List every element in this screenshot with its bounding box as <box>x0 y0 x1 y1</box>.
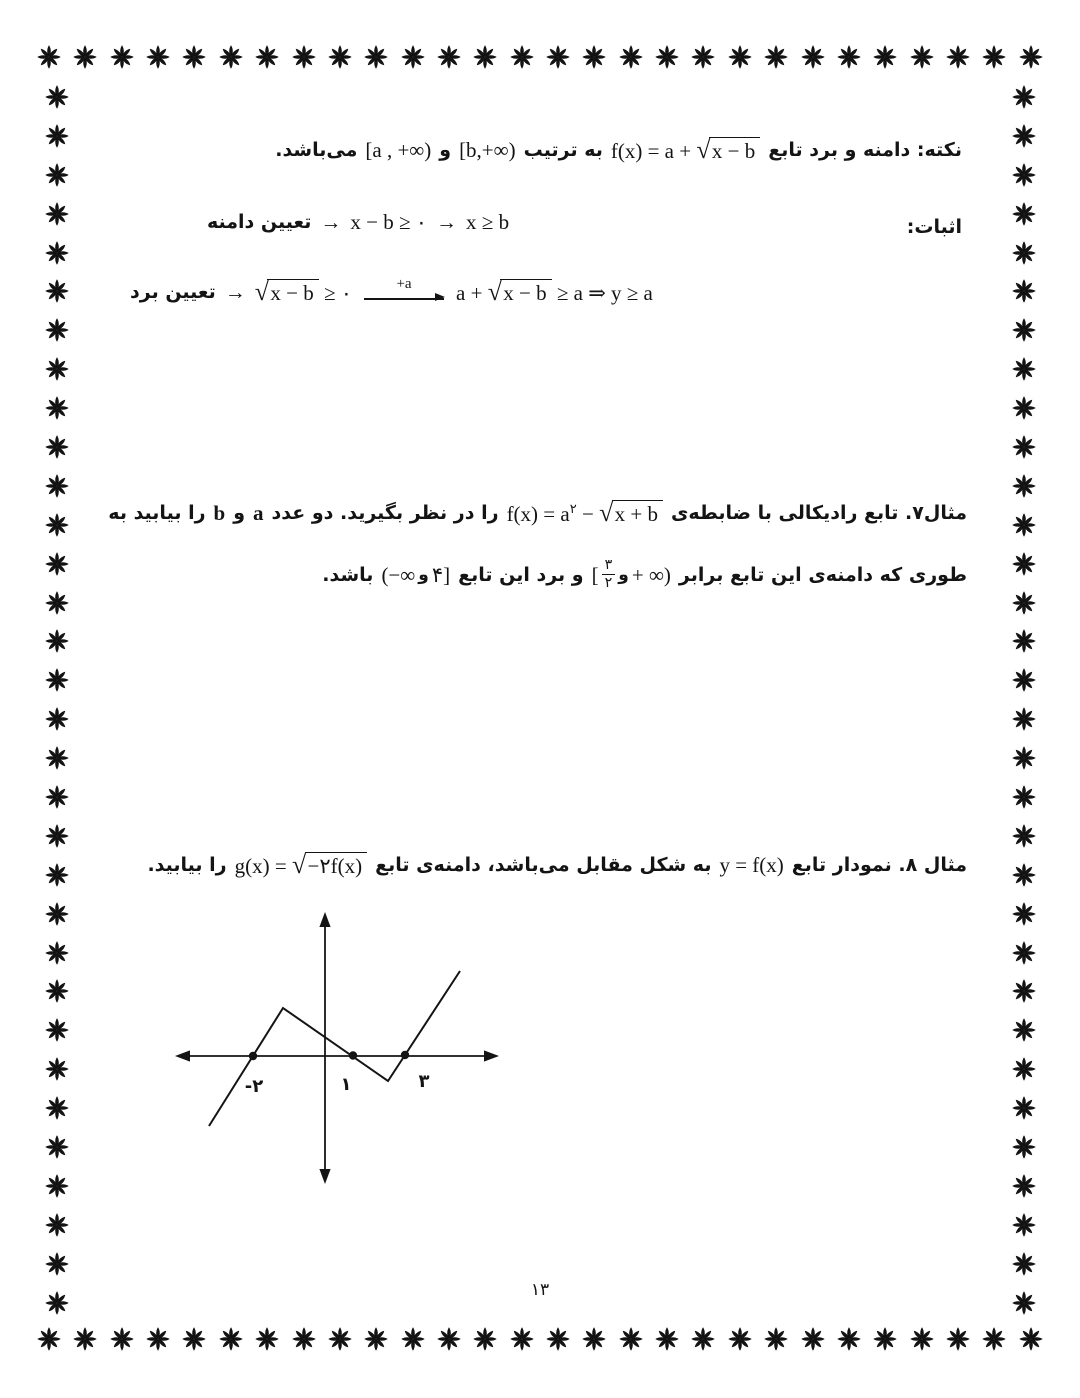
domain-caption: تعیین دامنه <box>207 211 312 233</box>
flower-border-glyph <box>727 44 753 70</box>
flower-border-glyph <box>44 551 70 577</box>
flower-border-glyph <box>44 84 70 110</box>
flower-border-glyph <box>872 44 898 70</box>
flower-border-glyph <box>618 1326 644 1352</box>
flower-border-glyph <box>44 1134 70 1160</box>
domain-step2: x ≥ b <box>466 210 510 235</box>
flower-border-glyph <box>218 44 244 70</box>
flower-border-glyph <box>1011 590 1037 616</box>
fraction-three-halves <box>602 558 616 591</box>
radicand: x − b <box>500 279 551 305</box>
range-interval-four <box>381 562 450 589</box>
flower-border-glyph <box>1011 978 1037 1004</box>
interval-open: (−∞ <box>381 562 416 587</box>
flower-border-glyph <box>44 590 70 616</box>
flower-border-glyph <box>400 44 426 70</box>
ex7-lead: مثال۷. تابع رادیکالی با ضابطه‌ی <box>670 502 967 524</box>
flower-border-glyph <box>581 44 607 70</box>
flower-border-glyph <box>800 1326 826 1352</box>
flower-border-glyph <box>36 44 62 70</box>
border-right <box>1011 84 1037 1316</box>
flower-border-glyph <box>1011 551 1037 577</box>
flower-border-glyph <box>1011 512 1037 538</box>
ex8-lead: مثال ۸. نمودار تابع <box>791 854 967 876</box>
flower-border-glyph <box>44 512 70 538</box>
flower-border-glyph <box>44 745 70 771</box>
flower-border-glyph <box>109 44 135 70</box>
minus-sign: − <box>581 501 594 526</box>
y-axis-top-arrow-icon <box>319 912 330 927</box>
range-step2-tail: ≥ a ⇒ y ≥ a <box>556 280 653 305</box>
note-line <box>275 136 962 165</box>
range-caption: تعیین برد <box>130 281 216 304</box>
flower-border-glyph <box>581 1326 607 1352</box>
flower-border-glyph <box>400 1326 426 1352</box>
flower-border-glyph <box>44 278 70 304</box>
flower-border-glyph <box>44 901 70 927</box>
ex7-mid: را در نظر بگیرید. دو عدد <box>271 502 499 524</box>
flower-border-glyph <box>291 44 317 70</box>
flower-border-glyph <box>981 1326 1007 1352</box>
flower-border-glyph <box>545 44 571 70</box>
radical-sign: √ <box>487 276 502 306</box>
flower-border-glyph <box>36 1326 62 1352</box>
flower-border-glyph <box>836 1326 862 1352</box>
flower-border-glyph <box>1011 201 1037 227</box>
ex7b-tail: باشد. <box>322 563 374 586</box>
flower-border-glyph <box>509 44 535 70</box>
ex8-feq: y = f(x) <box>719 853 784 878</box>
note-formula <box>610 134 760 165</box>
flower-border-glyph <box>44 1212 70 1238</box>
border-left <box>44 84 70 1316</box>
flower-border-glyph <box>44 201 70 227</box>
flower-border-glyph <box>981 44 1007 70</box>
g-head: g(x) = <box>234 853 287 878</box>
x-tick-label-3: ۳ <box>418 1071 430 1092</box>
flower-border-glyph <box>1011 1251 1037 1277</box>
range-interval: [a , +∞) <box>365 138 432 163</box>
flower-border-glyph <box>1011 123 1037 149</box>
border-bottom <box>36 1326 1044 1352</box>
flower-border-glyph <box>254 1326 280 1352</box>
flower-border-glyph <box>1011 317 1037 343</box>
flower-border-glyph <box>1011 473 1037 499</box>
fraction-denominator: ۲ <box>604 574 613 591</box>
proof-domain-line <box>207 208 509 237</box>
labeled-long-arrow <box>364 277 444 309</box>
example7-line1 <box>108 499 967 528</box>
flower-border-glyph <box>1011 84 1037 110</box>
flower-border-glyph <box>1011 1056 1037 1082</box>
flower-border-glyph <box>145 44 171 70</box>
proof-label: اثبات: <box>906 216 962 238</box>
interval-conj: و <box>418 565 429 586</box>
ex8-tail: را بیابید. <box>147 854 227 876</box>
flower-border-glyph <box>44 978 70 1004</box>
range-step2 <box>456 276 653 307</box>
radical <box>254 276 319 306</box>
flower-border-glyph <box>1011 745 1037 771</box>
flower-border-glyph <box>1011 356 1037 382</box>
flower-border-glyph <box>44 940 70 966</box>
flower-border-glyph <box>1018 44 1044 70</box>
x-axis-left-arrow-icon <box>175 1050 190 1061</box>
flower-border-glyph <box>44 356 70 382</box>
flower-border-glyph <box>181 44 207 70</box>
intercept-dot-3 <box>401 1051 409 1059</box>
note-lead: نکته: دامنه و برد تابع <box>768 139 962 161</box>
radical-sign: √ <box>599 497 614 527</box>
radicand: x − b <box>709 137 760 163</box>
flower-border-glyph <box>291 1326 317 1352</box>
range-step1-tail: ≥ ۰ <box>323 280 353 305</box>
x-tick-label-minus2: -۲ <box>244 1076 264 1097</box>
flower-border-glyph <box>44 628 70 654</box>
flower-border-glyph <box>44 162 70 188</box>
note-conj: و <box>439 139 452 161</box>
ex7-conj: و <box>233 502 246 524</box>
flower-border-glyph <box>763 1326 789 1352</box>
flower-border-glyph <box>44 1173 70 1199</box>
ex7b-lead: طوری که دامنه‌ی این تابع برابر <box>678 563 967 586</box>
flower-border-glyph <box>44 1251 70 1277</box>
arrow-right: → <box>320 210 342 235</box>
formula-lhs: f(x) = a + <box>610 138 692 163</box>
flower-border-glyph <box>1011 784 1037 810</box>
flower-border-glyph <box>44 434 70 460</box>
long-right-arrow-icon <box>364 298 444 300</box>
flower-border-glyph <box>44 395 70 421</box>
flower-border-glyph <box>1011 278 1037 304</box>
flower-border-glyph <box>1011 162 1037 188</box>
bracket-open: [ <box>591 562 599 587</box>
flower-border-glyph <box>436 44 462 70</box>
long-arrow-label: +a <box>396 276 412 292</box>
flower-border-glyph <box>44 823 70 849</box>
flower-border-glyph <box>109 1326 135 1352</box>
radical <box>599 497 663 527</box>
flower-border-glyph <box>690 1326 716 1352</box>
exponent: ۲ <box>569 500 577 516</box>
flower-border-glyph <box>72 1326 98 1352</box>
radical <box>291 849 367 879</box>
flower-border-glyph <box>363 1326 389 1352</box>
example7-line2 <box>322 559 967 592</box>
note-tail: می‌باشد. <box>275 139 358 161</box>
flower-border-glyph <box>44 706 70 732</box>
range-step1 <box>254 276 353 307</box>
radical <box>696 134 760 164</box>
flower-border-glyph <box>1011 240 1037 266</box>
radicand: x + b <box>612 500 663 526</box>
interval-conj: و <box>618 565 629 586</box>
flower-border-glyph <box>1011 1173 1037 1199</box>
flower-border-glyph <box>44 1017 70 1043</box>
flower-border-glyph <box>654 1326 680 1352</box>
flower-border-glyph <box>145 1326 171 1352</box>
flower-border-glyph <box>181 1326 207 1352</box>
variable-b: b <box>213 501 226 526</box>
y-axis-bottom-arrow-icon <box>319 1169 330 1184</box>
flower-border-glyph <box>327 1326 353 1352</box>
flower-border-glyph <box>44 1095 70 1121</box>
flower-border-glyph <box>1011 940 1037 966</box>
radicand: −۲f(x) <box>305 852 368 878</box>
flower-border-glyph <box>1018 1326 1044 1352</box>
flower-border-glyph <box>1011 901 1037 927</box>
radical-sign: √ <box>696 134 711 164</box>
flower-border-glyph <box>44 862 70 888</box>
flower-border-glyph <box>436 1326 462 1352</box>
variable-a: a <box>253 501 264 526</box>
interval-close: ۴] <box>431 562 451 587</box>
flower-border-glyph <box>654 44 680 70</box>
flower-border-glyph <box>763 44 789 70</box>
flower-border-glyph <box>836 44 862 70</box>
domain-step1: x − b ≥ ۰ <box>350 210 428 235</box>
x-axis-right-arrow-icon <box>484 1050 499 1061</box>
flower-border-glyph <box>72 44 98 70</box>
domain-interval-fraction <box>592 559 671 592</box>
ex7b-mid: و برد این تابع <box>458 563 584 586</box>
domain-interval: [b,+∞) <box>459 138 516 163</box>
fraction-numerator: ۳ <box>602 558 616 575</box>
flower-border-glyph <box>44 784 70 810</box>
ex8-g-formula <box>234 849 368 880</box>
flower-border-glyph <box>1011 667 1037 693</box>
flower-border-glyph <box>472 44 498 70</box>
radical <box>487 276 552 306</box>
flower-border-glyph <box>545 1326 571 1352</box>
proof-label-row <box>907 213 962 242</box>
flower-border-glyph <box>618 44 644 70</box>
flower-border-glyph <box>363 44 389 70</box>
function-curve <box>209 971 460 1126</box>
flower-border-glyph <box>44 667 70 693</box>
arrow-right: → <box>224 280 246 305</box>
border-top <box>36 44 1044 70</box>
flower-border-glyph <box>1011 1134 1037 1160</box>
radicand: x − b <box>267 279 318 305</box>
flower-border-glyph <box>909 1326 935 1352</box>
flower-border-glyph <box>800 44 826 70</box>
flower-border-glyph <box>509 1326 535 1352</box>
flower-border-glyph <box>690 44 716 70</box>
ex7-formula-head: f(x) = a <box>506 501 570 526</box>
flower-border-glyph <box>1011 1017 1037 1043</box>
ex8-mid: به شکل مقابل می‌باشد، دامنه‌ی تابع <box>375 854 712 876</box>
intercept-dot-1 <box>349 1051 357 1059</box>
ex7-formula <box>506 497 663 528</box>
radical-sign: √ <box>291 849 307 879</box>
intercept-dot-minus2 <box>249 1052 257 1060</box>
radical-sign: √ <box>254 276 269 306</box>
graph-figure <box>160 899 505 1198</box>
flower-border-glyph <box>327 44 353 70</box>
arrow-right: → <box>436 210 458 235</box>
flower-border-glyph <box>1011 1095 1037 1121</box>
flower-border-glyph <box>1011 1212 1037 1238</box>
page-number: ۱۳ <box>530 1280 550 1300</box>
flower-border-glyph <box>44 240 70 266</box>
flower-border-glyph <box>1011 862 1037 888</box>
flower-border-glyph <box>727 1326 753 1352</box>
ex7-tail: را بیابید به <box>108 502 206 524</box>
note-mid: به ترتیب <box>523 139 603 161</box>
flower-border-glyph <box>44 1056 70 1082</box>
flower-border-glyph <box>472 1326 498 1352</box>
flower-border-glyph <box>1011 823 1037 849</box>
flower-border-glyph <box>1011 434 1037 460</box>
example8-line <box>147 851 967 880</box>
flower-border-glyph <box>254 44 280 70</box>
flower-border-glyph <box>945 1326 971 1352</box>
flower-border-glyph <box>1011 706 1037 732</box>
flower-border-glyph <box>218 1326 244 1352</box>
x-tick-label-1: ۱ <box>340 1074 352 1095</box>
flower-border-glyph <box>1011 628 1037 654</box>
flower-border-glyph <box>44 317 70 343</box>
flower-border-glyph <box>945 44 971 70</box>
interval-close: + ∞) <box>631 562 671 587</box>
flower-border-glyph <box>44 473 70 499</box>
flower-border-glyph <box>1011 395 1037 421</box>
range-step2-head: a + <box>456 280 483 305</box>
proof-range-line <box>130 277 653 309</box>
function-graph-svg <box>160 899 505 1194</box>
flower-border-glyph <box>872 1326 898 1352</box>
flower-border-glyph <box>44 123 70 149</box>
flower-border-glyph <box>909 44 935 70</box>
